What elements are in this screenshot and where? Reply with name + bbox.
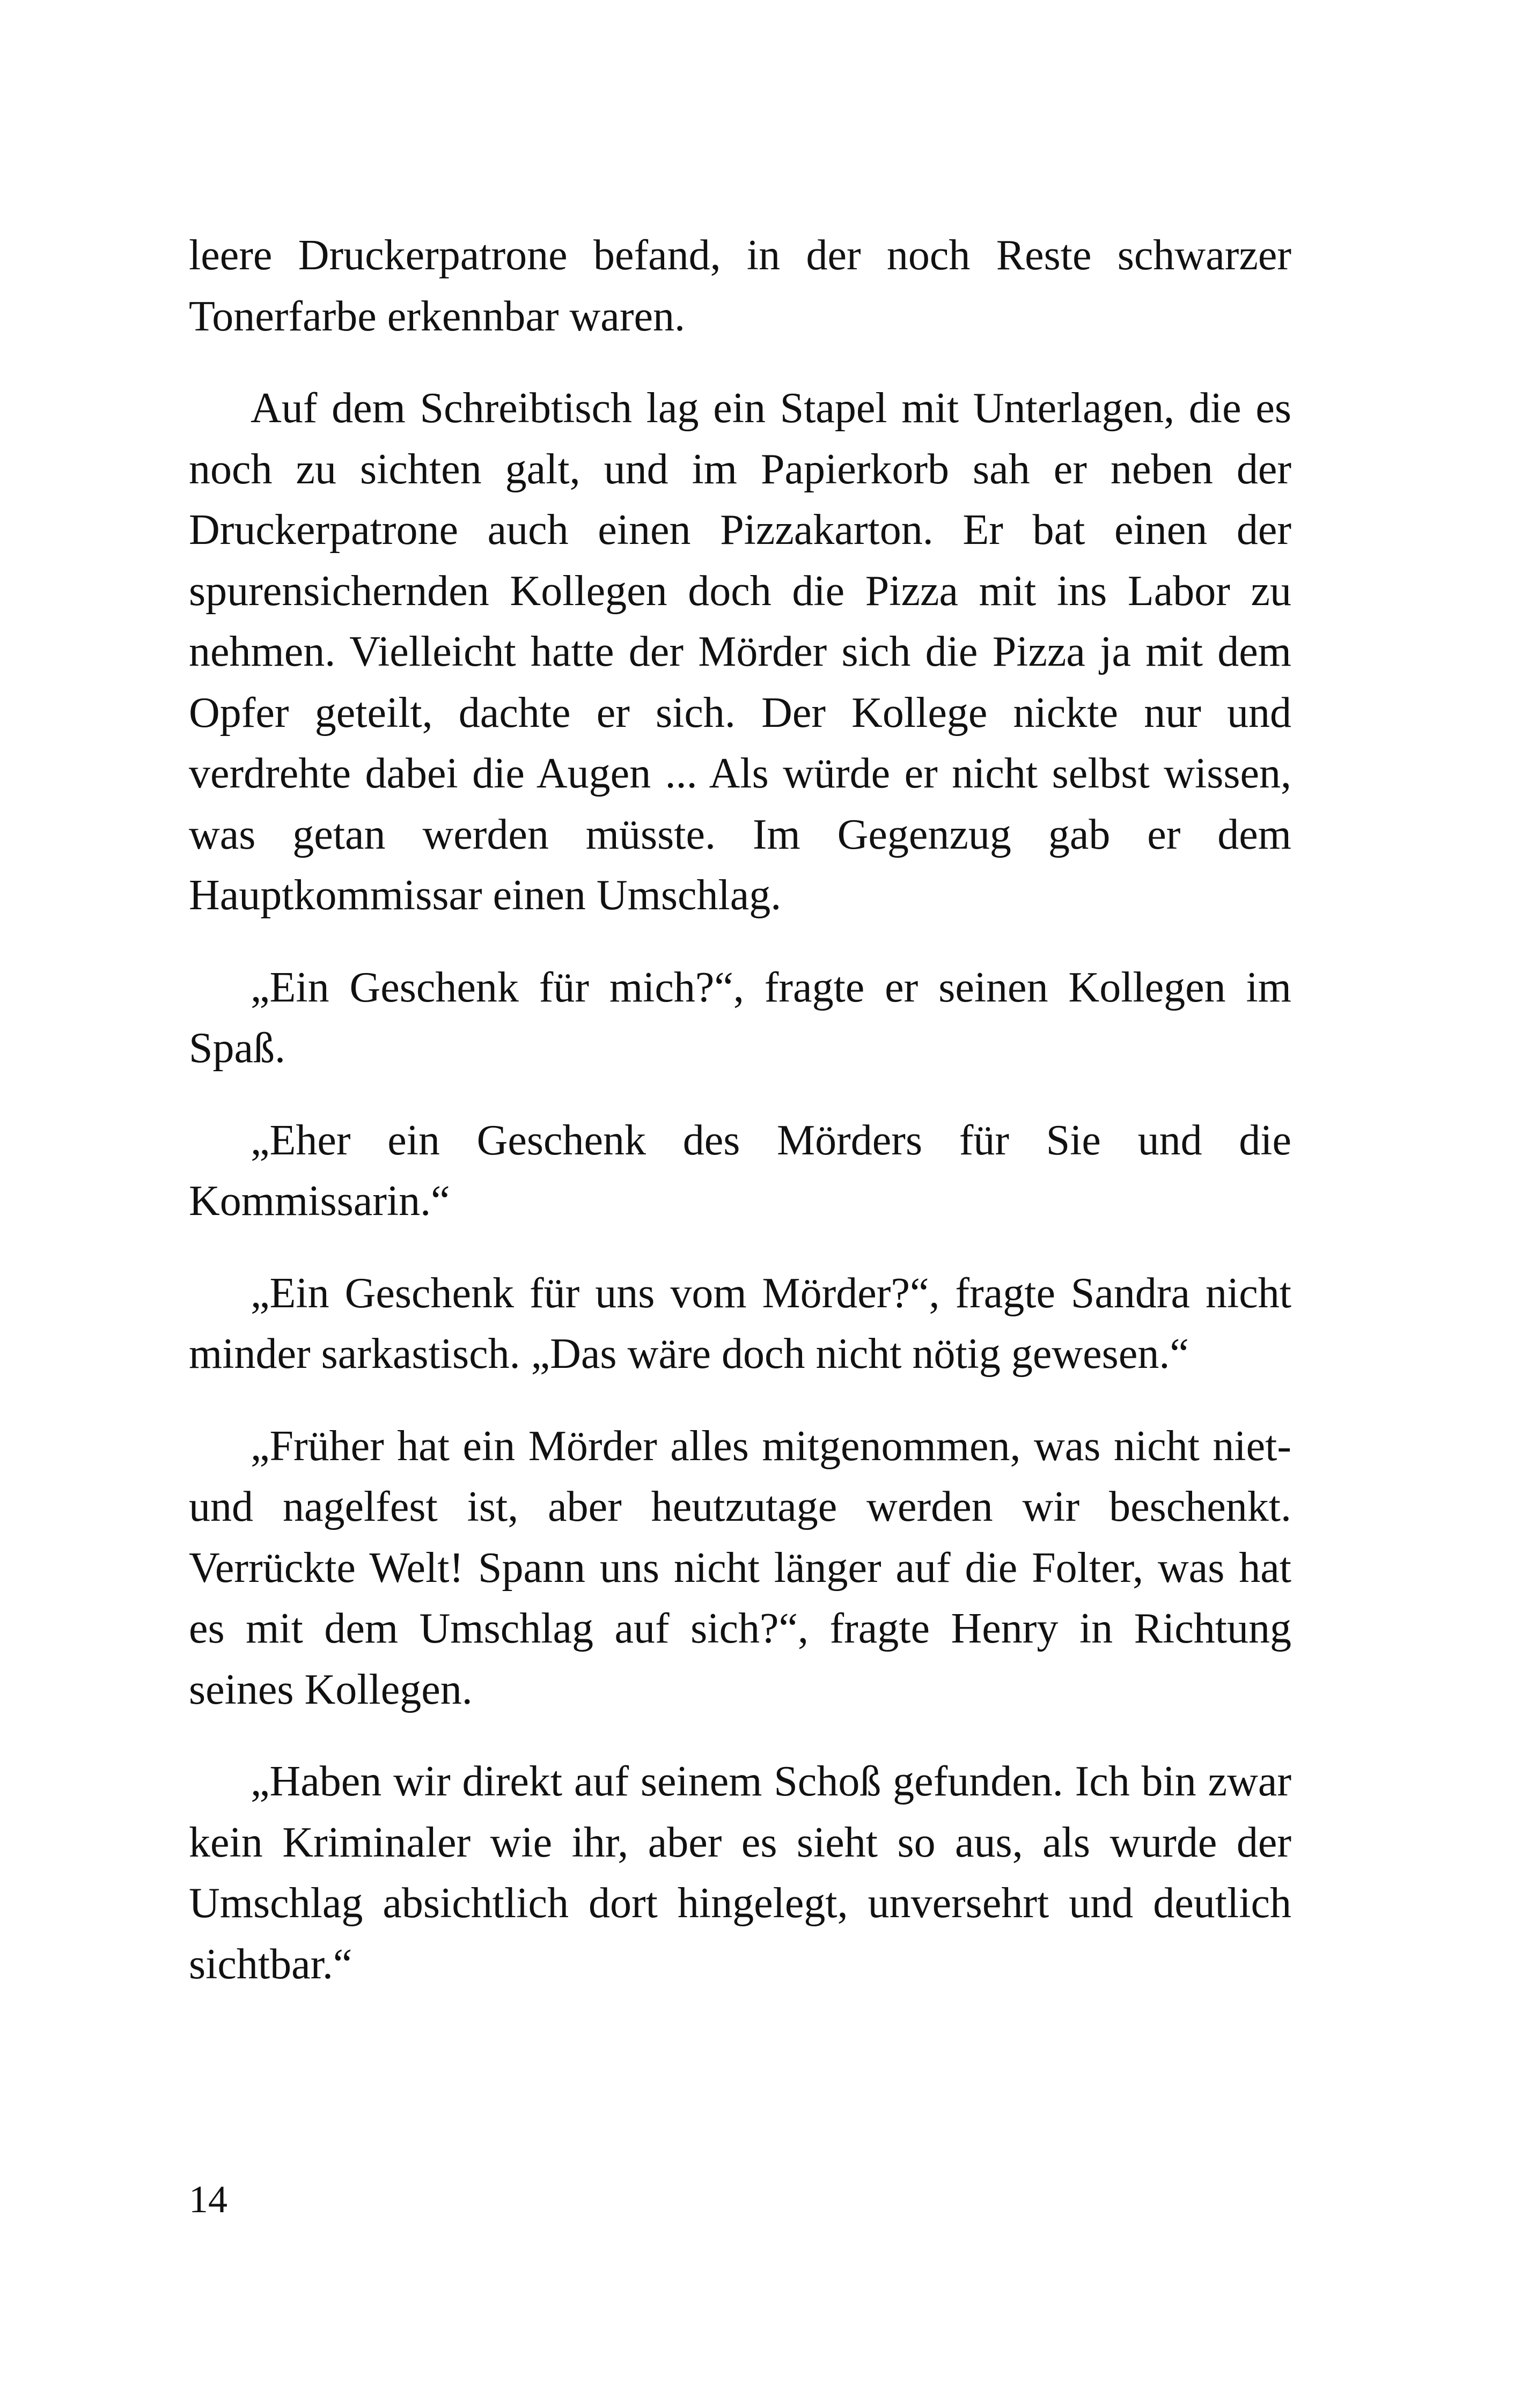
body-text [189,225,1291,1995]
paragraph: „Früher hat ein Mörder alles mitgenommen, was nicht niet- und nagelfest ist, aber heutzutage werden wir beschenkt. Verrückte Welt! Spann uns nicht länger auf die Folter, was hat es mit dem Umschlag auf sich?“, fragte Henry in Richtung seines Kollegen. [189,1422,1291,1713]
paragraph: „Ein Geschenk für uns vom Mörder?“, fragte Sandra nicht minder sarkastisch. „Das wäre doch nicht nötig gewesen.“ [189,1269,1291,1378]
paragraph: „Haben wir direkt auf seinem Schoß gefunden. Ich bin zwar kein Kriminaler wie ihr, aber es sieht so aus, als wurde der Umschlag absichtlich dort hingelegt, unversehrt und deutlich sichtbar.“ [189,1758,1291,1988]
page-number: 14 [189,2178,227,2221]
paragraph: „Ein Geschenk für mich?“, fragte er seinen Kollegen im Spaß. [189,963,1291,1072]
paragraph: Auf dem Schreibtisch lag ein Stapel mit Unterlagen, die es noch zu sichten galt, und im Papierkorb sah er neben der Druckerpatrone auch einen Pizzakarton. Er bat einen der spurensichernden Kollegen doch die Pizza mit ins Labor zu nehmen. Vielleicht hatte der Mörder sich die Pizza ja mit dem Opfer geteilt, dachte er sich. Der Kollege nickte nur und verdrehte dabei die Augen ... Als würde er nicht selbst wissen, was getan werden müsste. Im Gegenzug gab er dem Hauptkommissar einen Umschlag. [189,385,1291,919]
paragraph: leere Druckerpatrone befand, in der noch Reste schwarzer Tonerfarbe erkennbar waren. [189,232,1291,340]
paragraph: „Eher ein Geschenk des Mörders für Sie und die Kommissarin.“ [189,1116,1291,1225]
